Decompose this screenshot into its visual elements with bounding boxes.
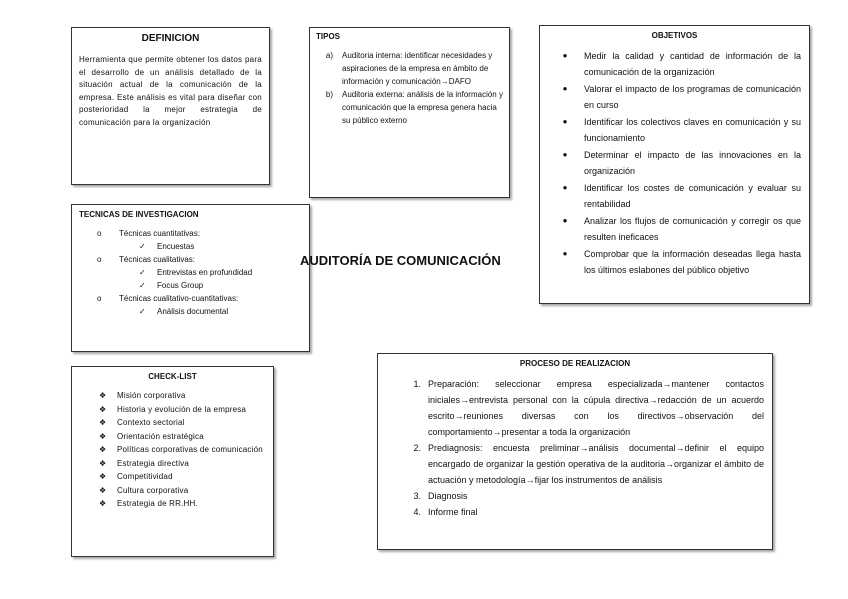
tecnica-group-label: Técnicas cualitativo-cuantitativas: xyxy=(119,294,239,303)
bullet-icon: ● xyxy=(562,183,568,192)
objetivo-text: Identificar los costes de comunicación y evaluar su rentabilidad xyxy=(584,183,801,209)
list-marker: a) xyxy=(325,51,333,60)
page-title: AUDITORÍA DE COMUNICACIÓN xyxy=(300,253,501,268)
bullet-icon: ● xyxy=(562,249,568,258)
objetivo-item xyxy=(546,147,803,179)
checklist-item-text: Misión corporativa xyxy=(117,391,186,400)
definicion-title: DEFINICION xyxy=(141,33,200,44)
definicion-box xyxy=(71,27,270,185)
list-marker: b) xyxy=(325,90,333,99)
bullet-icon: ● xyxy=(562,117,568,126)
diamond-bullet-icon: ❖ xyxy=(99,404,107,414)
diamond-bullet-icon: ❖ xyxy=(99,472,107,481)
diamond-bullet-icon: ❖ xyxy=(99,458,107,468)
tipos-item-text: Auditoria interna: identificar necesidades y aspiraciones de la empresa en ámbito de información y comunicación→DAFO xyxy=(342,51,493,86)
definicion-text: Herramienta que permite obtener los datos para el desarrollo de un análisis detallado de la situación actual de la comunicación de la empresa. Este análisis es vital para diseñar con posterioridad la mejor estrategia de comunicación para la organización xyxy=(79,55,262,127)
checklist-item xyxy=(79,457,266,471)
tecnica-item-label: Encuestas xyxy=(157,242,195,251)
checklist-item-text: Estrategia directiva xyxy=(117,458,190,468)
tecnica-group-label: Técnicas cuantitativas: xyxy=(119,229,200,238)
checklist-item xyxy=(79,470,266,484)
diamond-bullet-icon: ❖ xyxy=(99,418,107,427)
bullet-icon: ● xyxy=(562,216,568,225)
tecnica-item xyxy=(79,305,302,318)
diamond-bullet-icon: ❖ xyxy=(99,391,107,400)
checklist-item xyxy=(79,484,266,498)
diamond-bullet-icon: ❖ xyxy=(99,485,107,495)
checklist-item-text: Políticas corporativas de comunicación xyxy=(117,445,263,454)
circle-bullet-icon: o xyxy=(97,255,102,264)
proceso-item xyxy=(384,440,766,488)
proceso-item xyxy=(384,488,766,504)
checklist-item xyxy=(79,497,266,511)
checklist-item xyxy=(79,430,266,444)
check-icon: ✓ xyxy=(139,242,146,251)
circle-bullet-icon: o xyxy=(97,229,102,238)
bullet-icon: ● xyxy=(562,84,568,93)
check-icon: ✓ xyxy=(139,307,146,316)
bullet-icon: ● xyxy=(562,150,568,159)
tecnica-group xyxy=(79,227,302,240)
check-icon: ✓ xyxy=(139,268,146,277)
tecnica-group xyxy=(79,253,302,266)
objetivo-item xyxy=(546,213,803,245)
circle-bullet-icon: o xyxy=(97,294,102,303)
tipos-item xyxy=(316,88,503,127)
bullet-icon: ● xyxy=(562,51,568,60)
tecnicas-title: TECNICAS DE INVESTIGACION xyxy=(79,210,199,219)
objetivo-text: Valorar el impacto de los programas de comunicación en curso xyxy=(584,84,801,110)
checklist-item-text: Historia y evolución de la empresa xyxy=(117,404,247,414)
checklist-item-text: Cultura corporativa xyxy=(117,485,189,495)
tecnica-item xyxy=(79,240,302,253)
checklist-item xyxy=(79,443,266,457)
tipos-title: TIPOS xyxy=(316,32,341,41)
objetivo-item xyxy=(546,114,803,146)
objetivo-item xyxy=(546,48,803,80)
checklist-box xyxy=(71,366,274,557)
checklist-item xyxy=(79,416,266,430)
objetivo-text: Analizar los flujos de comunicación y corregir os que resulten ineficaces xyxy=(584,216,801,242)
objetivo-item xyxy=(546,246,803,278)
proceso-item xyxy=(384,376,766,440)
tipos-box xyxy=(309,27,510,198)
checklist-title: CHECK-LIST xyxy=(148,372,197,381)
objetivo-item xyxy=(546,81,803,113)
checklist-item-text: Orientación estratégica xyxy=(117,431,204,441)
proceso-item-text: Prediagnosis: encuesta preliminar→análisis documental→definir el equipo encargado de organizar la gestión operativa de la auditoria→organizar el ámbito de actuación y metodología→fijar los instrumentos de análisis xyxy=(428,443,764,485)
check-icon: ✓ xyxy=(139,281,146,290)
proceso-item-text: Diagnosis xyxy=(428,491,468,501)
tecnica-group xyxy=(79,292,302,305)
diamond-bullet-icon: ❖ xyxy=(99,431,107,441)
objetivo-text: Comprobar que la información deseadas llega hasta los últimos eslabones del público objetivo xyxy=(584,249,801,275)
tecnica-item xyxy=(79,279,302,292)
checklist-item xyxy=(79,389,266,403)
checklist-item-text: Estrategia de RR.HH. xyxy=(117,499,198,508)
list-number: 3. xyxy=(413,491,421,501)
objetivos-title: OBJETIVOS xyxy=(651,31,698,40)
objetivo-text: Medir la calidad y cantidad de información de la comunicación de la organización xyxy=(584,51,801,77)
list-number: 4. xyxy=(413,507,421,517)
tecnica-item-label: Focus Group xyxy=(157,281,204,290)
tecnicas-box xyxy=(71,204,310,352)
proceso-item-text: Preparación: seleccionar empresa especializada→mantener contactos iniciales→entrevista personal con la cúpula directiva→redacción de un acuerdo escrito→reuniones diversas con los directivos→observación del comportamiento→presentar a toda la organización xyxy=(428,379,764,437)
objetivo-text: Identificar los colectivos claves en comunicación y su funcionamiento xyxy=(584,117,801,143)
checklist-item xyxy=(79,403,266,417)
tecnica-group-label: Técnicas cualitativas: xyxy=(119,255,196,264)
tipos-item xyxy=(316,49,503,88)
list-number: 1. xyxy=(413,379,421,389)
proceso-box xyxy=(377,353,773,550)
objetivos-box xyxy=(539,25,810,304)
proceso-item-text: Informe final xyxy=(428,507,478,517)
tecnica-item-label: Entrevistas en profundidad xyxy=(157,268,253,277)
proceso-item xyxy=(384,504,766,520)
objetivo-text: Determinar el impacto de las innovaciones en la organización xyxy=(584,150,801,176)
objetivo-item xyxy=(546,180,803,212)
checklist-item-text: Competitividad xyxy=(117,472,173,481)
tecnica-item xyxy=(79,266,302,279)
tecnica-item-label: Análisis documental xyxy=(157,307,229,316)
diamond-bullet-icon: ❖ xyxy=(99,445,107,454)
diamond-bullet-icon: ❖ xyxy=(99,499,107,508)
proceso-title: PROCESO DE REALIZACION xyxy=(519,359,631,368)
checklist-item-text: Contexto sectorial xyxy=(117,418,185,427)
list-number: 2. xyxy=(413,443,421,453)
tipos-item-text: Auditoria externa: análisis de la información y comunicación que la empresa genera hacia su público externo xyxy=(342,90,503,125)
